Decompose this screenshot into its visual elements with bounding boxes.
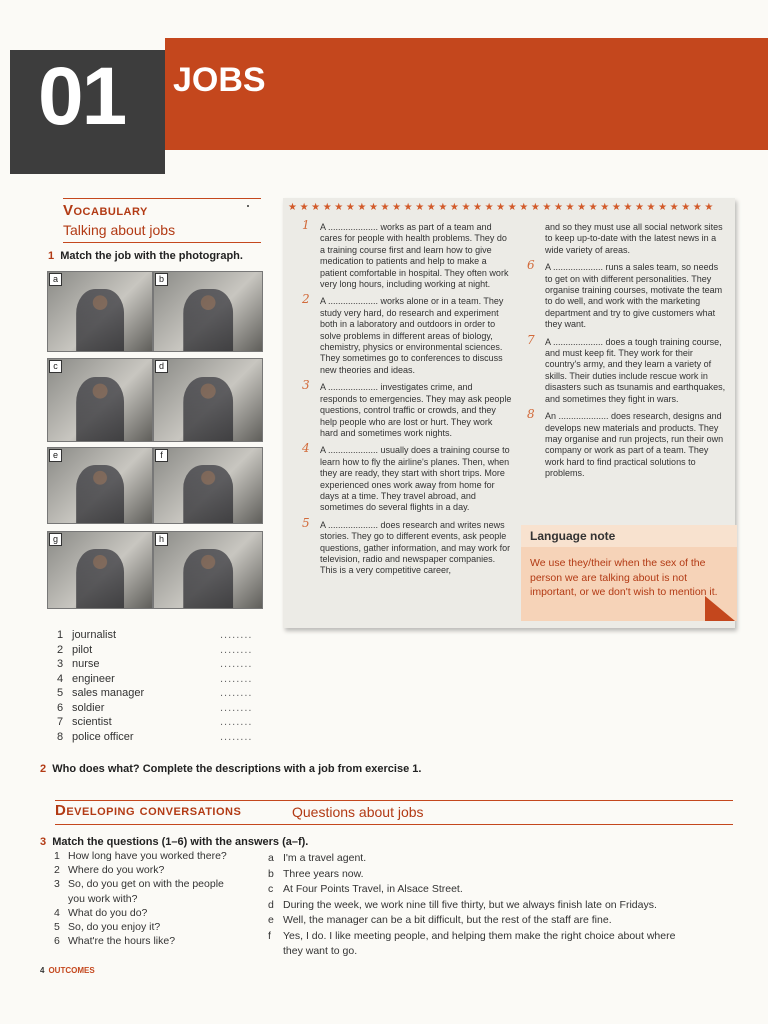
description-paragraph: 4 A .................... usually does a training course to learn how to fly the airline's planes. Then, when they are ready, they start with short trips. More experienced ones work away from home for days at a time. They travel abroad, and sometimes do several flights in a day. — [302, 441, 510, 513]
list-item: 1 journalist ........ — [57, 629, 253, 641]
folded-corner — [705, 596, 735, 621]
dot — [247, 205, 249, 207]
list-item: 3 So, do you get on with the people — [54, 878, 224, 891]
photo-label: b — [155, 273, 168, 286]
descriptions-column-left — [302, 218, 512, 578]
list-item: b Three years now. — [268, 867, 364, 880]
list-item: 6 soldier ........ — [57, 701, 253, 714]
description-paragraph: 7 A .................... does a tough training course, and must keep fit. They work for their country's army, and they learn a variety of skills. Their duties include rescue work in disasters such as tsunamis and earthquakes, and sometimes they fight in wars. — [527, 332, 726, 404]
divider — [63, 198, 261, 199]
list-item: 1 How long have you worked there? — [54, 850, 227, 862]
person-figure — [76, 465, 124, 524]
description-paragraph: 8 An .................... does research, designs and develops new materials and products. They may organise and run projects, run their own company or work as part of a team. They work hard to find practical solutions to problems. — [527, 407, 724, 479]
handwritten-number: 4 — [302, 441, 310, 456]
answer-blank[interactable]: ........ — [220, 687, 253, 699]
person-figure — [183, 289, 233, 351]
descriptions-column-right — [527, 222, 728, 481]
handwritten-number: 7 — [527, 332, 535, 347]
handwritten-number: 1 — [302, 218, 310, 232]
photo-label: f — [155, 449, 168, 462]
answer-list — [268, 851, 718, 960]
photo-label: c — [49, 360, 62, 373]
person-figure — [183, 549, 233, 608]
section-subheading: Talking about jobs — [63, 222, 176, 238]
divider — [55, 824, 733, 825]
photo-engineer — [153, 447, 263, 524]
person-figure — [76, 289, 124, 351]
unit-title: JOBS — [173, 61, 266, 99]
section-subheading: Questions about jobs — [292, 804, 424, 820]
description-paragraph: and so they must use all social network sites to keep up-to-date with the latest news in a wide variety of areas. — [545, 222, 723, 255]
handwritten-number: 3 — [302, 378, 310, 393]
exercise-number: 1 — [48, 250, 55, 262]
list-item: 3 nurse ........ — [57, 658, 253, 670]
exercise-3-instruction — [40, 836, 308, 848]
photo-label: h — [155, 533, 168, 546]
list-item: 6 What're the hours like? — [54, 935, 176, 948]
list-item: a I'm a travel agent. — [268, 852, 367, 864]
photo-label: e — [49, 449, 62, 462]
exercise-1-instruction — [48, 250, 243, 262]
description-paragraph: 3 A .................... investigates crime, and responds to emergencies. They may ask people questions, control traffic or crowds, and they help people who are lost or hurt. They work hard and sometimes work nights. — [302, 378, 512, 438]
answer-blank[interactable]: ........ — [220, 701, 253, 714]
unit-number: 01 — [38, 51, 126, 142]
answer-blank[interactable]: ........ — [220, 730, 253, 743]
divider — [63, 242, 261, 243]
language-note-title: Language note — [530, 529, 616, 543]
question-list — [54, 849, 227, 948]
description-paragraph: 2 A .................... works alone or in a team. They study very hard, do research and experiment both in a laboratory and outdoors in order to solve problems in different areas of biology, chemistry, physics or environmental sciences. They sometimes go to conferences to discuss new theories and ideas. — [302, 292, 504, 375]
exercise-2-instruction — [40, 763, 421, 775]
photo-label: d — [155, 360, 168, 373]
handwritten-number: 5 — [302, 515, 310, 530]
photo-journalist — [47, 447, 153, 524]
list-item: 5 sales manager ........ — [57, 687, 253, 699]
list-item: 2 pilot ........ — [57, 643, 253, 656]
answer-blank[interactable]: ........ — [220, 643, 253, 656]
list-item: 4 engineer ........ — [57, 672, 253, 685]
description-paragraph: 5 A .................... does research and writes news stories. They go to different events, ask people questions, gather information, and may work for television, radio and newspaper companies. This is a very competitive career, — [302, 515, 511, 576]
photo-soldier — [153, 271, 263, 352]
list-item: 4 What do you do? — [54, 906, 148, 919]
list-item: 2 Where do you work? — [54, 864, 165, 877]
exercise-text: Who does what? Complete the descriptions with a job from exercise 1. — [52, 763, 422, 775]
exercise-number: 3 — [40, 836, 47, 848]
section-heading-vocabulary: Vocabulary — [63, 202, 148, 219]
list-item: c At Four Points Travel, in Alsace Street. — [268, 883, 463, 895]
list-item: 8 police officer ........ — [57, 730, 253, 743]
photo-scientist — [47, 358, 153, 442]
list-item: they want to go. — [283, 945, 358, 957]
list-item: 5 So, do you enjoy it? — [54, 921, 161, 934]
photo-label: g — [49, 533, 62, 546]
photo-sales-manager — [153, 531, 263, 609]
section-heading-developing-conversations: Developing conversations — [55, 802, 242, 819]
answer-blank[interactable]: ........ — [220, 716, 253, 728]
answer-blank[interactable]: ........ — [220, 658, 253, 670]
description-paragraph: 1 A .................... works as part of a team and cares for people with health problems. They do a training course first and learn how to give medication to patients and help to make a patient comfortable in hospital. They often work very long hours, including working at night. — [302, 218, 509, 290]
list-item: e Well, the manager can be a bit difficult, but the rest of the staff are fine. — [268, 914, 612, 926]
handwritten-number: 2 — [302, 292, 310, 307]
exercise-text: Match the questions (1–6) with the answers (a–f). — [52, 836, 309, 848]
description-paragraph: 6 A .................... runs a sales team, so needs to get on with different personalities. They organise training courses, motivate the team to do well, and work with the marketing department and try to give customers what they want. — [527, 258, 723, 330]
person-figure — [76, 549, 124, 608]
list-item: d During the week, we work nine till five thirty, but we always finish late on Fridays. — [268, 898, 657, 911]
answer-blank[interactable]: ........ — [220, 629, 253, 641]
person-figure — [76, 377, 124, 441]
exercise-number: 2 — [40, 763, 47, 775]
answer-blank[interactable]: ........ — [220, 672, 253, 685]
page-number: 4 — [40, 966, 45, 975]
job-list — [57, 628, 252, 744]
person-figure — [183, 465, 233, 524]
book-title: OUTCOMES — [48, 966, 95, 975]
language-note-text: We use they/their when the sex of the person we are talking about is not important, or we don't wish to mention it. — [530, 557, 718, 598]
page-footer — [40, 966, 95, 975]
exercise-text: Match the job with the photograph. — [60, 250, 243, 262]
photo-label: a — [49, 273, 62, 286]
photo-police-officer — [153, 358, 263, 442]
photo-nurse — [47, 271, 153, 352]
person-figure — [183, 377, 233, 441]
photo-pilot — [47, 531, 153, 609]
list-item: you work with? — [68, 892, 138, 905]
handwritten-number: 8 — [527, 407, 535, 422]
list-item: 7 scientist ........ — [57, 716, 253, 728]
list-item: f Yes, I do. I like meeting people, and helping them make the right choice about where — [268, 929, 676, 942]
star-border: ★★★★★★★★★★★★★★★★★★★★★★★★★★★★★★★★★★★★★ — [288, 202, 716, 213]
handwritten-number: 6 — [527, 258, 535, 273]
divider — [55, 800, 733, 801]
